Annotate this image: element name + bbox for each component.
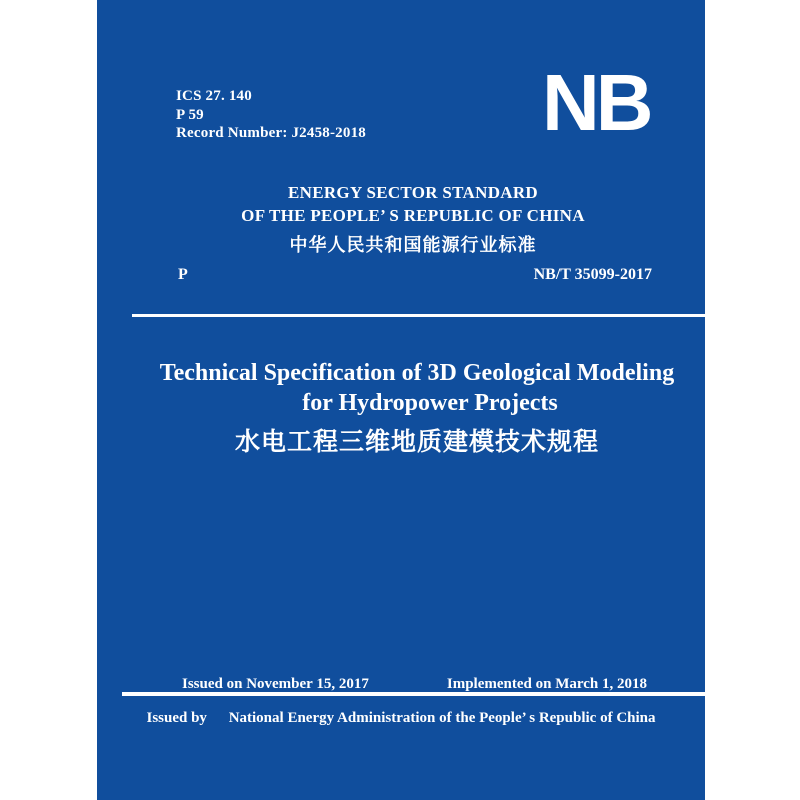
issue-dates-row: [182, 674, 647, 694]
standard-cover-page: [97, 0, 705, 800]
ics-code: ICS 27. 140: [176, 88, 252, 104]
issued-by-label: Issued by: [146, 710, 207, 726]
implemented-on-date: Implemented on March 1, 2018: [446, 676, 647, 692]
standard-header: [97, 181, 705, 260]
issued-by-value: National Energy Administration of the People’ s Republic of China: [228, 710, 656, 726]
standard-type-en-line1: ENERGY SECTOR STANDARD: [288, 183, 538, 202]
issued-on-date: Issued on November 15, 2017: [182, 676, 369, 692]
top-meta-block: [176, 87, 366, 143]
classification-code: P 59: [176, 106, 204, 123]
issued-by-row: [97, 708, 705, 728]
horizontal-rule-bottom: [122, 692, 705, 696]
title-en-line2: for Hydropower Projects: [302, 390, 558, 416]
class-letter: P: [178, 266, 188, 283]
document-title: [97, 358, 705, 461]
standard-type-en-line2: OF THE PEOPLE’ S REPUBLIC OF CHINA: [241, 206, 585, 225]
title-zh: 水电工程三维地质建模技术规程: [234, 429, 599, 456]
class-and-number-row: [178, 262, 652, 288]
standard-type-zh: 中华人民共和国能源行业标准: [289, 235, 537, 255]
title-en-line1: Technical Specification of 3D Geological Modeling: [159, 360, 675, 386]
nb-logo: NB: [542, 58, 650, 147]
standard-number: NB/T 35099-2017: [533, 266, 652, 283]
horizontal-rule-top: [132, 314, 705, 317]
record-number: Record Number: J2458-2018: [176, 125, 366, 141]
